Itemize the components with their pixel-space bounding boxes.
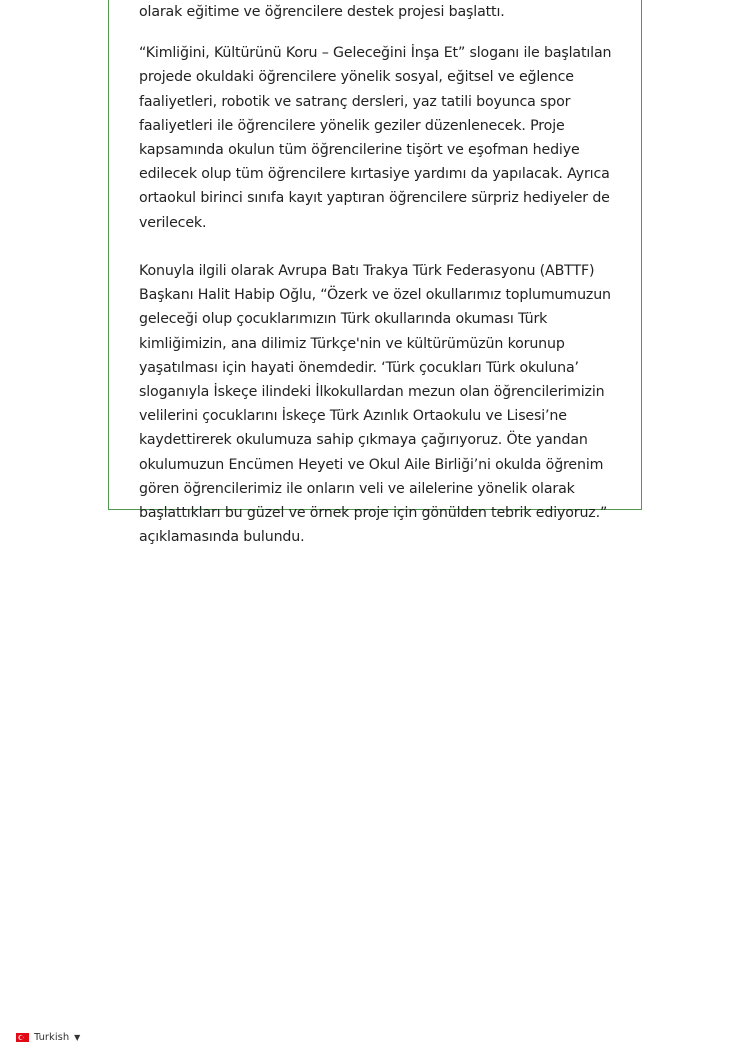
article-body	[139, 0, 619, 549]
caret-down-icon: ▼	[74, 1032, 81, 1042]
article-paragraph: “Kimliğini, Kültürünü Koru – Geleceğini İnşa Et” sloganı ile başlatılan projede okuldaki öğrencilere yönelik sosyal, eğitsel ve eğlence faaliyetleri, robotik ve satranç dersleri, yaz tatili boyunca spor faaliyetleri ile öğrencilere yönelik geziler düzenlenecek. Proje kapsamında okulun tüm öğrencilerine tişört ve eşofman hediye edilecek olup tüm öğrencilere kırtasiye yardımı da yapılacak. Ayrıca ortaokul birinci sınıfa kayıt yaptıran öğrencilere sürpriz hediyeler de verilecek.	[139, 45, 612, 231]
turkey-flag-icon	[16, 1033, 29, 1042]
article-paragraph: Konuyla ilgili olarak Avrupa Batı Trakya Türk Federasyonu (ABTTF) Başkanı Halit Habip Oğlu, “Özerk ve özel okullarımız toplumumuzun geleceği olup çocuklarımızın Türk okullarında okuması Türk kimliğimizin, ana dilimiz Türkçe'nin ve kültürümüzün korunup yaşatılması için hayati önemdedir. ‘Türk çocukları Türk okuluna’ sloganıyla İskeçe ilindeki İlkokullardan mezun olan öğrencilerimizin velilerini çocuklarını İskeçe Türk Azınlık Ortaokulu ve Lisesi’ne kaydettirerek okulumuza sahip çıkmaya çağırıyoruz. Öte yandan okulumuzun Encümen Heyeti ve Okul Aile Birliği’ni okulda öğrenim gören öğrencilerimiz ile onların veli ve ailelerine yönelik olarak başlattıkları bu güzel ve örnek proje için gönülden tebrik ediyoruz.” açıklamasında bulundu.	[139, 263, 611, 546]
language-switcher[interactable]	[16, 1032, 80, 1043]
language-label: Turkish	[34, 1032, 70, 1043]
article-paragraph: olarak eğitime ve öğrencilere destek projesi başlattı.	[139, 4, 505, 20]
